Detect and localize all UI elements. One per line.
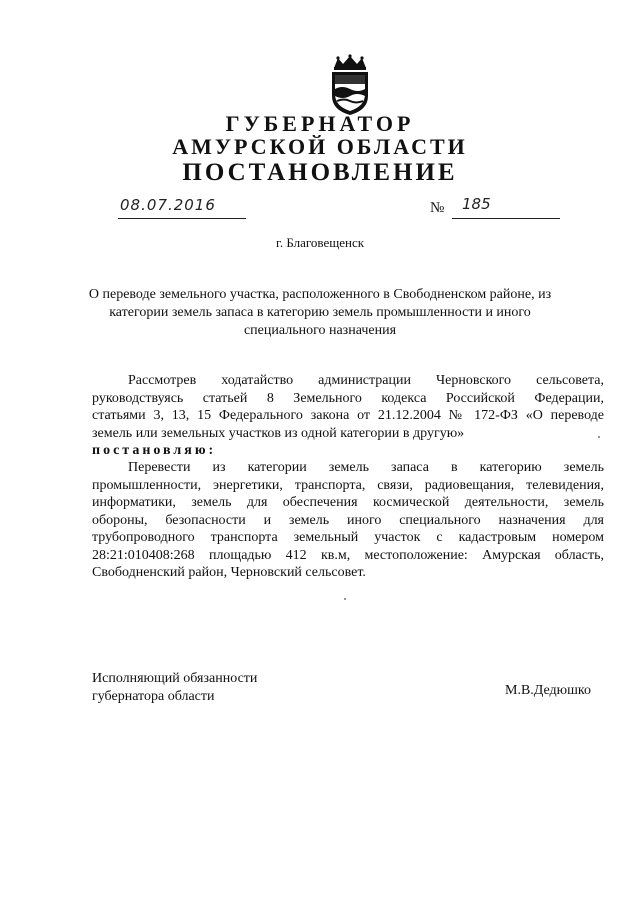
signatory-title xyxy=(92,670,257,706)
preamble-line: земель или земельных участков из одной категории в другую» xyxy=(92,425,465,441)
number-underline xyxy=(452,218,560,219)
preamble-line: руководствуясь статьей 8 Земельного кодекса Российской Федерации, xyxy=(92,390,604,406)
subject-line: О переводе земельного участка, расположенного в Свободненском районе, из xyxy=(88,287,552,302)
subject-line: специального назначения xyxy=(243,323,397,338)
decision-line: 28:21:010408:268 площадью 412 кв.м, местоположение: Амурская область, xyxy=(92,547,604,563)
subject-line: категории земель запаса в категорию земель промышленности и иного xyxy=(109,305,531,320)
document-subject xyxy=(80,286,560,340)
document-date: 08.07.2016 xyxy=(120,196,216,214)
document-number: 185 xyxy=(462,195,491,213)
decision-line: информатики, земель для обеспечения космической деятельности, земель xyxy=(92,495,604,510)
decision-line: Перевести из категории земель запаса в категорию земель xyxy=(128,460,604,475)
signatory-name: М.В.Дедюшко xyxy=(505,683,591,698)
scan-speck xyxy=(344,598,346,600)
decision-paragraph xyxy=(92,459,604,582)
decision-line: обороны, безопасности и земель иного специального назначения для xyxy=(92,512,604,528)
document-type-title: ПОСТАНОВЛЕНИЕ xyxy=(182,159,458,186)
signatory-title-line: губернатора области xyxy=(92,689,215,704)
amur-oblast-coat-of-arms-icon xyxy=(328,54,372,116)
scan-speck xyxy=(598,436,600,438)
authority-title: ГУБЕРНАТОР xyxy=(225,111,415,136)
decree-word: постановляю: xyxy=(92,443,217,458)
authority-region: АМУРСКОЙ ОБЛАСТИ xyxy=(172,134,468,159)
decision-line: промышленности, энергетики, транспорта, связи, радиовещания, телевидения, xyxy=(92,477,604,493)
preamble-paragraph xyxy=(92,372,604,442)
preamble-line: Рассмотрев ходатайство администрации Черновского сельсовета, xyxy=(128,373,604,388)
decision-line: трубопроводного транспорта земельный участок с кадастровым номером xyxy=(92,530,604,545)
decision-line: Свободненский район, Черновский сельсовет. xyxy=(92,565,366,580)
issuing-city: г. Благовещенск xyxy=(275,235,365,250)
date-underline xyxy=(118,218,246,219)
preamble-line: статьями 3, 13, 15 Федерального закона от 21.12.2004 № 172-ФЗ «О переводе xyxy=(92,408,604,423)
signatory-title-line: Исполняющий обязанности xyxy=(92,671,258,686)
number-sign: № xyxy=(430,200,445,216)
